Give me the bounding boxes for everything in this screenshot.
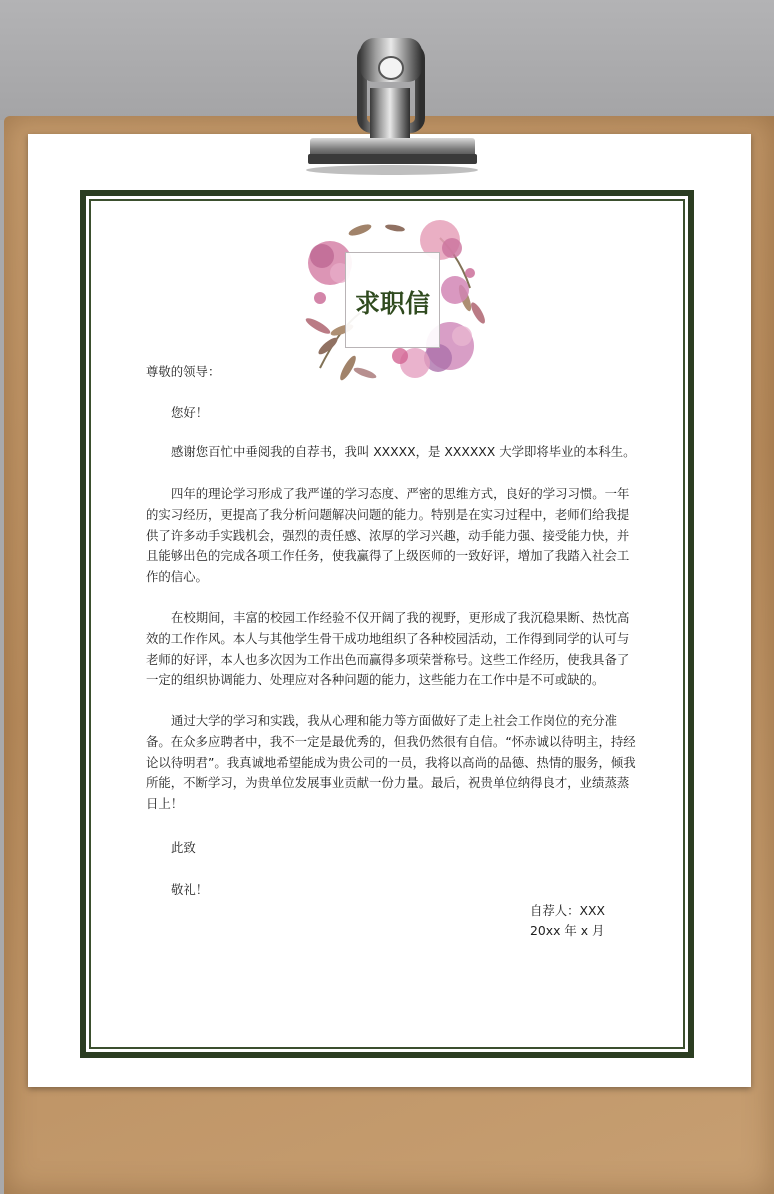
signature: 自荐人：XXX [530, 903, 606, 918]
page-title: 求职信 [354, 289, 430, 318]
closing-line-2: 敬礼！ [171, 882, 209, 897]
salutation: 尊敬的领导： [146, 364, 221, 379]
closing-line-1: 此致 [171, 840, 196, 855]
greeting: 您好！ [171, 405, 209, 420]
paragraph-4: 通过大学的学习和实践，我从心理和能力等方面做好了走上社会工作岗位的充分准备。在众多应聘者中，我不一定是最优秀的，但我仍然很有自信。“怀赤诚以待明主，持经论以待明君”。我真诚地希望能成为贵公司的一员，我将以高尚的品德、热情的服务，倾我所能，不断学习，为贵单位发展事业贡献一份力量。最后，祝贵单位纳得良才，业绩蒸蒸日上！ [146, 713, 636, 812]
date: 20xx 年 x 月 [530, 923, 605, 938]
paragraph-3: 在校期间，丰富的校园工作经验不仅开阔了我的视野，更形成了我沉稳果断、热忱高效的工作作风。本人与其他学生骨干成功地组织了各种校园活动，工作得到同学的认可与老师的好评，本人也多次因为工作出色而赢得多项荣誉称号。这些工作经历，使我具备了一定的组织协调能力、处理应对各种问题的能力，这些能力在工作中是不可或缺的。 [146, 610, 630, 688]
paragraph-1: 感谢您百忙中垂阅我的自荐书，我叫 XXXXX，是 XXXXXX 大学即将毕业的本科生。 [171, 444, 636, 459]
binder-clip-icon [300, 28, 480, 178]
paragraph-2: 四年的理论学习形成了我严谨的学习态度、严密的思维方式，良好的学习习惯。一年的实习经历，更提高了我分析问题解决问题的能力。特别是在实习过程中，老师们给我提供了许多动手实践机会，强烈的责任感、浓厚的学习兴趣，动手能力强、接受能力快，并且能够出色的完成各项工作任务，使我赢得了上级医师的一致好评，增加了我踏入社会工作的信心。 [146, 486, 630, 585]
title-box [345, 252, 440, 348]
